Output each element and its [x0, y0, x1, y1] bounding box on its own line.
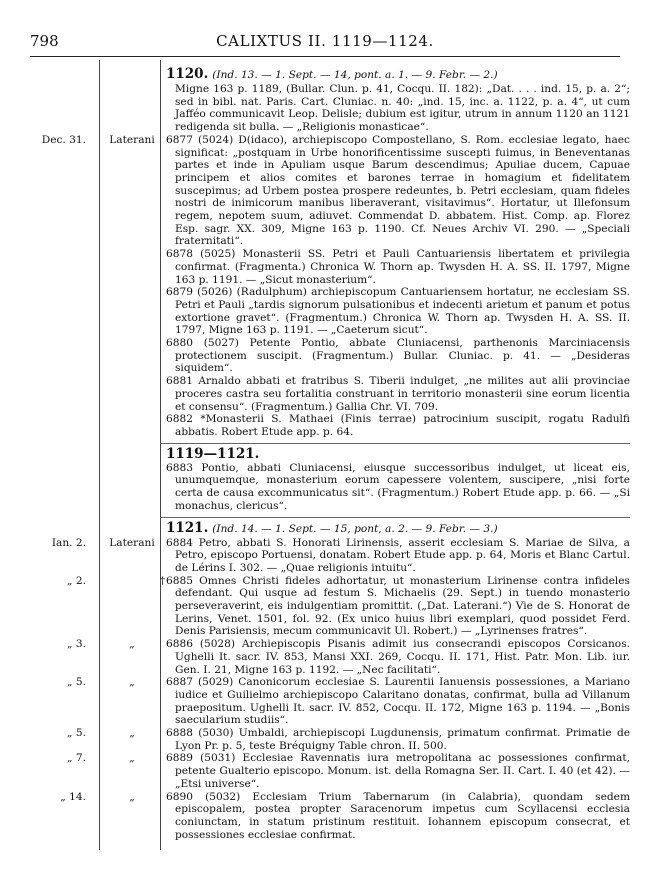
regesta-body [0, 64, 650, 844]
entry-text: 6887 (5029) Canonicorum ecclesiae S. Laurentii Ianuensis possessiones, a Mariano iudice et Guilielmo archiepiscopo Calaritano donatas, confirmat, bulla ad Villanum praepositum. Ughelli It. sacr. IV. 852, Cocqu. II. 172, Migne 163 p. 1194. — „Bonis saecularium studiis“. [166, 676, 630, 727]
year-section [0, 443, 650, 513]
year-label: 1121. [166, 519, 209, 536]
entry-text: 6881 Arnaldo abbati et fratribus S. Tiberii indulget, „ne milites aut alii provinciae proceres castra seu fortalitia construant in territorio monasterii sine eorum licentia et consensu“. (Fragmentum.) Gallia Chr. VI. 709. [166, 375, 630, 413]
section-intro: Migne 163 p. 1189, (Bullar. Clun. p. 41, Cocqu. II. 182): „Dat. . . . ind. 15, p. a. 2“; sed in bibl. nat. Paris. Cart. Cluniac. n. 40: „ind. 15, inc. a. 1122, p. a. 4“, ut cum Jafféo communicavit Leop. Delisle; dubium est igitur, utrum in annum 1120 an 1121 redigenda sit bulla. — „Religionis monasticae“. [175, 83, 630, 134]
entry-place: „ [129, 752, 135, 765]
entry-text: 6884 Petro, abbati S. Honorati Lirinensis, asserit ecclesiam S. Mariae de Silva, a Petro, episcopo Portuensi, donatam. Robert Etude app. p. 64, Moris et Blanc Cartul. de Lérins I. 302. — „Quae religionis intuitu“. [166, 536, 630, 574]
regest-entry [67, 727, 630, 752]
regest-entry [67, 638, 630, 676]
regest-entry [166, 337, 630, 375]
regest-entry [60, 790, 630, 842]
year-section [0, 517, 650, 842]
entry-date: „ 7. [67, 752, 86, 765]
indiction-note: (Ind. 14. — 1. Sept. — 15, pont, a. 2. — 9. Febr. — 3.) [212, 522, 498, 535]
page-number: 798 [30, 32, 59, 50]
entry-place: Laterani [109, 536, 155, 549]
entry-place: Laterani [109, 133, 155, 146]
entry-text: 6879 (5026) (Radulphum) archiepiscopum Cantuariensem hortatur, ne ecclesiam SS. Petri et Pauli „tardis signorum pulsationibus et indecenti arietum et panum et potus extortione gravet“. (Fragmentum.) Chronica W. Thorn ap. Twysden H. A. SS. II. 1797, Migne 163 p. 1191. — „Caeterum sicut“. [166, 286, 630, 337]
section-divider [160, 443, 630, 444]
year-label: 1120. [166, 66, 209, 82]
entry-place: „ [129, 676, 135, 689]
entry-text: 6889 (5031) Ecclesiae Ravennatis iura metropolitana ac possessiones confirmat, petente Gualterio episcopo. Monum. ist. della Romagna Ser. II. Cart. I. 40 (et 42). — „Etsi universe“. [166, 752, 630, 790]
entry-place: „ [129, 638, 135, 651]
entry-text: 6885 Omnes Christi fideles adhortatur, ut monasterium Lirinense contra infideles defendant. Qui usque ad festum S. Michaelis (29. Sept.) in tuendo monasterio perseveraverint, eis indulgentiam promittit. („Dat. Laterani.“) Vie de S. Honorat de Lerins, Venet. 1501, fol. 92. (Ex unico huius libri exemplari, quod possidet Ferd. Denis Parisiensis, mecum communicavit Ul. Robert.) — „Lyrinenses fratres“. [166, 574, 630, 638]
year-label: 1119—1121. [166, 445, 260, 462]
entry-text: 6883 Pontio, abbati Cluniacensi, eiusque successoribus indulget, ut liceat eis, unumquemque, monasterium eorum capessere volentem, suscipere, „nisi forte certa de causa excommunicatus sit“. (Fragmentum.) Robert Etude app. p. 66. — „Si monachus, clericus“. [166, 461, 630, 512]
entry-text: 6878 (5025) Monasterii SS. Petri et Pauli Cantuariensis libertatem et privilegia confirmat. (Fragmenta.) Chronica W. Thorn ap. Twysden H. A. SS. II. 1797, Migne 163 p. 1191. — „Sicut monasterium“. [166, 248, 630, 286]
regest-entry [51, 536, 630, 575]
section-divider [160, 517, 630, 518]
page-header [30, 30, 620, 52]
entry-text: 6882 *Monasterii S. Mathaei (Finis terrae) patrocinium suscipit, rogatu Radulfi abbatis. Robert Etude app. p. 64. [166, 413, 630, 438]
entry-text: 6888 (5030) Umbaldi, archiepiscopi Lugdunensis, primatum confirmat. Primatie de Lyon Pr. p. 5, teste Bréquigny Table chron. II. 500. [166, 727, 630, 752]
entry-date: Dec. 31. [41, 133, 86, 146]
regest-entry [166, 413, 630, 438]
regest-entry [67, 574, 630, 639]
year-heading [166, 67, 650, 82]
entry-text: 6877 (5024) D(idaco), archiepiscopo Compostellano, S. Rom. ecclesiae legato, haec significat: „postquam in Urbe honorificentissime suscepti fuimus, in Beneventanas partes et inde in Apuliam usque Barum descendimus; Apuliae ducem, Capuae principem et alios comites et barones terrae in homagium et fidelitatem suscepimus; ad Urbem postea prospere redeuntes, b. Petri ecclesiam, quam fideles nostri de inimicorum manibus liberaverant, visitavimus“. Hortatur, ut Illefonsum regem, nepotem suum, adiuvet. Commendat D. abbatem. Hist. Comp. ap. Florez Esp. sagr. XX. 309, Migne 163 p. 1190. Cf. Neues Archiv VI. 290. — „Speciali fraternitati“. [166, 133, 630, 248]
entry-date: „ 5. [67, 727, 86, 740]
entry-date: „ 14. [60, 790, 86, 803]
entry-place: „ [129, 727, 135, 740]
entry-place: „ [129, 790, 135, 803]
entry-date: Ian. 2. [51, 536, 86, 549]
entry-text: 6886 (5028) Archiepiscopis Pisanis adimit ius consecrandi episcopos Corsicanos. Ughelli It. sacr. IV. 853, Mansi XXI. 269, Cocqu. II. 171, Hist. Patr. Mon. Lib. iur. Gen. I. 21, Migne 163 p. 1192. — „Nec facilitati“. [166, 638, 630, 676]
year-section [0, 67, 650, 439]
spurious-dagger-mark: † [160, 574, 166, 587]
regest-entry [166, 286, 630, 337]
year-heading [166, 521, 650, 536]
regest-entry [41, 133, 630, 248]
running-title: CALIXTUS II. 1119—1124. [216, 32, 434, 50]
header-rule [30, 56, 620, 57]
entry-date: „ 3. [67, 638, 86, 651]
entry-text: 6890 (5032) Ecclesiam Trium Tabernarum (in Calabria), quondam sedem episcopalem, postea propter Saracenorum impetus cum Scyllacensi ecclesia coniunctam, in statum pristinum restituit. Iohannem episcopum consecrat, et possessiones ecclesiae confirmat. [166, 790, 630, 841]
regest-entry [67, 676, 630, 727]
year-heading [166, 447, 650, 461]
regest-entry [166, 248, 630, 286]
entry-text: 6880 (5027) Petente Pontio, abbate Cluniacensi, parthenonis Marciniacensis protectionem suscipit. (Fragmentum.) Bullar. Cluniac. p. 41. — „Desideras siquidem“. [166, 337, 630, 375]
indiction-note: (Ind. 13. — 1. Sept. — 14, pont. a. 1. — 9. Febr. — 2.) [212, 69, 498, 81]
regest-entry [166, 462, 630, 513]
entry-date: „ 5. [67, 676, 86, 689]
regest-entry [166, 375, 630, 413]
regest-entry [67, 752, 630, 790]
entry-date: „ 2. [67, 574, 86, 587]
